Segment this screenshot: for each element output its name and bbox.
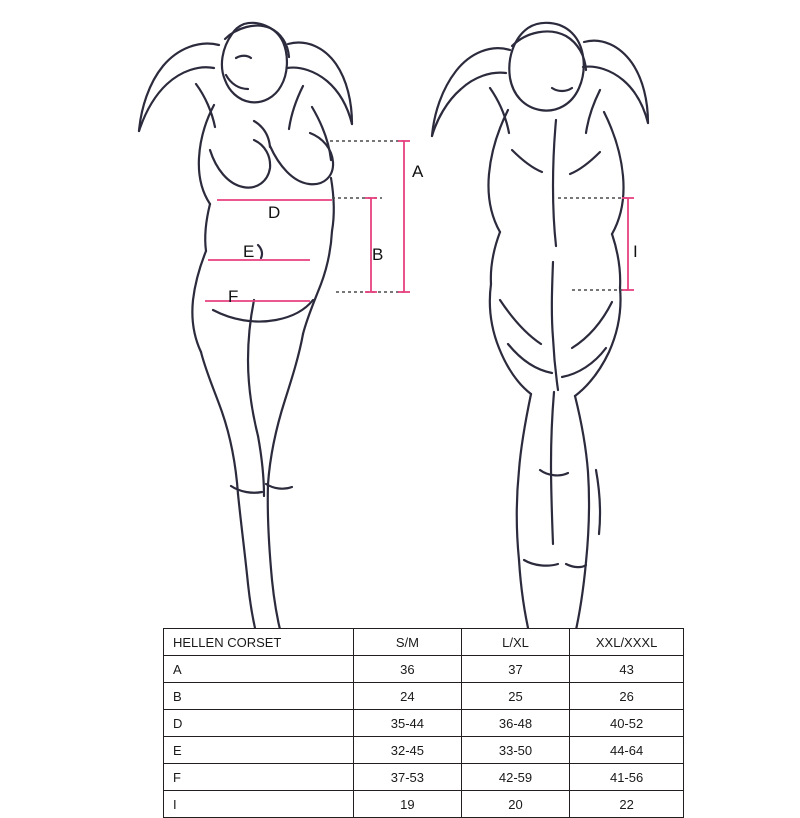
table-row xyxy=(164,791,684,818)
cell-i-xxl: 22 xyxy=(570,791,684,818)
measure-label-f: F xyxy=(228,287,239,306)
cell-d-lxl: 36-48 xyxy=(461,710,569,737)
measure-label-a: A xyxy=(412,162,424,181)
table-row xyxy=(164,656,684,683)
measure-label-b: B xyxy=(372,245,384,264)
cell-i-lxl: 20 xyxy=(461,791,569,818)
measure-label-e: E xyxy=(243,242,255,261)
table-row xyxy=(164,710,684,737)
cell-d-xxl: 40-52 xyxy=(570,710,684,737)
row-label-f: F xyxy=(164,764,354,791)
row-label-a: A xyxy=(164,656,354,683)
cell-i-sm: 19 xyxy=(353,791,461,818)
cell-b-xxl: 26 xyxy=(570,683,684,710)
cell-e-xxl: 44-64 xyxy=(570,737,684,764)
cell-a-xxl: 43 xyxy=(570,656,684,683)
row-label-i: I xyxy=(164,791,354,818)
table-row xyxy=(164,683,684,710)
table-header-xxl: XXL/XXXL xyxy=(570,629,684,656)
row-label-d: D xyxy=(164,710,354,737)
row-label-e: E xyxy=(164,737,354,764)
cell-f-sm: 37-53 xyxy=(353,764,461,791)
measure-label-i: I xyxy=(633,242,638,261)
table-header-lxl: L/XL xyxy=(461,629,569,656)
table-row xyxy=(164,764,684,791)
row-label-b: B xyxy=(164,683,354,710)
cell-e-lxl: 33-50 xyxy=(461,737,569,764)
cell-d-sm: 35-44 xyxy=(353,710,461,737)
table-header-row xyxy=(164,629,684,656)
table-row xyxy=(164,737,684,764)
cell-f-lxl: 42-59 xyxy=(461,764,569,791)
cell-a-sm: 36 xyxy=(353,656,461,683)
cell-f-xxl: 41-56 xyxy=(570,764,684,791)
cell-b-sm: 24 xyxy=(353,683,461,710)
cell-a-lxl: 37 xyxy=(461,656,569,683)
cell-e-sm: 32-45 xyxy=(353,737,461,764)
table-header-sm: S/M xyxy=(353,629,461,656)
measure-label-d: D xyxy=(268,203,281,222)
size-table xyxy=(163,628,684,818)
cell-b-lxl: 25 xyxy=(461,683,569,710)
measurement-guides xyxy=(330,141,628,292)
table-header-name: HELLEN CORSET xyxy=(164,629,354,656)
